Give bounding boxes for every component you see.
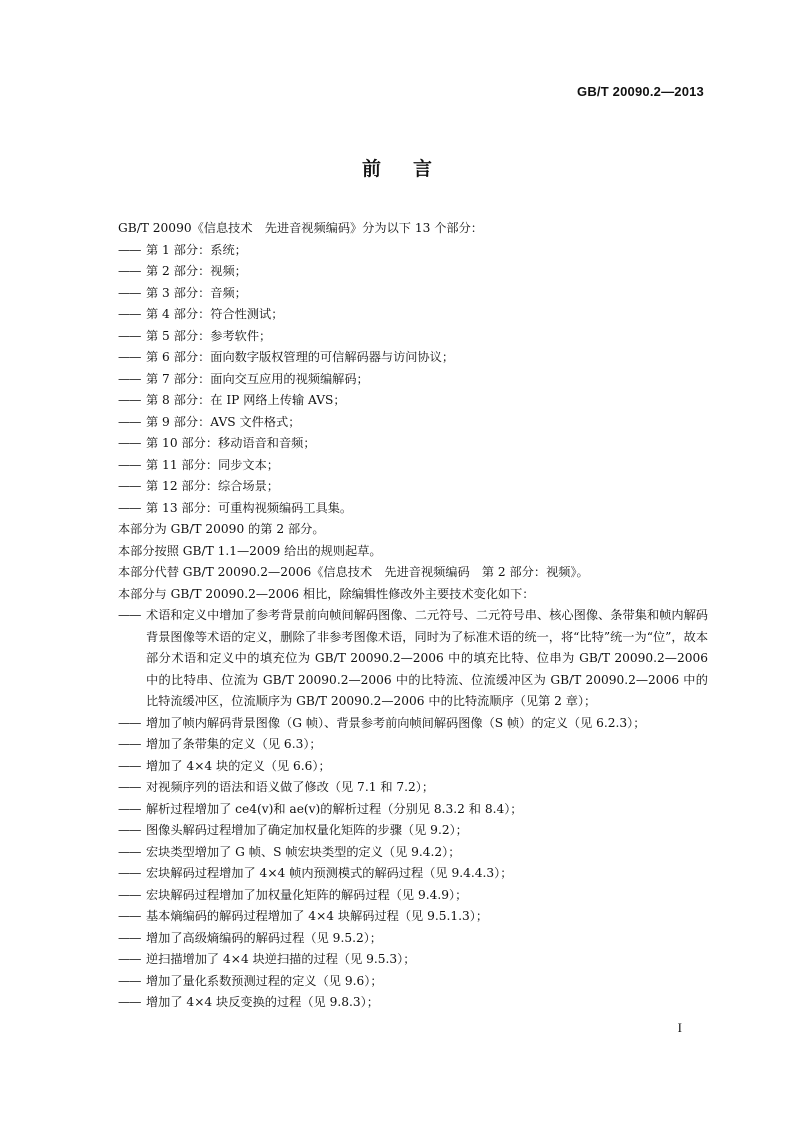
list-dash: ——: [118, 500, 141, 515]
list-item: —— 第 12 部分：综合场景；: [118, 476, 708, 498]
list-dash: ——: [118, 866, 141, 880]
list-dash: ——: [118, 758, 141, 773]
list-dash: ——: [118, 930, 141, 945]
list-dash: ——: [118, 801, 141, 816]
list-item: —— 增加了帧内解码背景图像（G 帧）、背景参考前向帧间解码图像（S 帧）的定义（见 6.2.3）；: [118, 713, 708, 735]
list-item: —— 对视频序列的语法和语义做了修改（见 7.1 和 7.2）；: [118, 777, 708, 799]
list-item: —— 第 2 部分：视频；: [118, 261, 708, 283]
list-item: —— 宏块解码过程增加了加权量化矩阵的解码过程（见 9.4.9）；: [118, 885, 708, 907]
list-dash: ——: [118, 909, 141, 923]
list-dash: ——: [118, 844, 141, 859]
list-item: —— 术语和定义中增加了参考背景前向帧间解码图像、二元符号、二元符号串、核心图像、条带集和帧内解码背景图像等术语的定义，删除了非参考图像术语，同时为了标准术语的统一，将“比特”统一为“位”，故本部分术语和定义中的填充位为 GB/T 20090.2—2006 中的填充比特、位串为 GB/T 20090.2—2006 中的比特串、位流为 GB/T 20090.2—2006 中的比特流、位流缓冲区为 GB/T 20090.2—2006 中的比特流缓冲区，位流顺序为 GB/T 20090.2—2006 中的比特流顺序（见第 2 章）；: [118, 605, 708, 713]
list-item: —— 第 13 部分：可重构视频编码工具集。: [118, 498, 708, 520]
list-dash: ——: [118, 737, 141, 751]
list-dash: ——: [118, 285, 141, 300]
list-dash: ——: [118, 436, 141, 450]
statement-paragraph: 本部分按照 GB/T 1.1—2009 给出的规则起草。: [118, 543, 382, 558]
page-title: 前言: [361, 158, 464, 180]
list-dash: ——: [118, 242, 141, 257]
list-dash: ——: [118, 307, 141, 321]
statement-paragraph: 本部分代替 GB/T 20090.2—2006《信息技术 先进音视频编码 第 2 部分：视频》。: [118, 565, 589, 579]
list-item: —— 第 1 部分：系统；: [118, 240, 708, 262]
list-dash: ——: [118, 995, 141, 1009]
list-item: —— 第 8 部分：在 IP 网络上传输 AVS；: [118, 390, 708, 412]
list-dash: ——: [118, 952, 141, 966]
list-item: —— 第 3 部分：音频；: [118, 283, 708, 305]
list-dash: ——: [118, 715, 141, 730]
list-item: —— 逆扫描增加了 4×4 块逆扫描的过程（见 9.5.3）；: [118, 949, 708, 971]
list-item: —— 增加了 4×4 块反变换的过程（见 9.8.3）；: [118, 992, 708, 1014]
list-item: —— 第 5 部分：参考软件；: [118, 326, 708, 348]
list-item: —— 宏块类型增加了 G 帧、S 帧宏块类型的定义（见 9.4.2）；: [118, 842, 708, 864]
intro-paragraph: GB/T 20090《信息技术 先进音视频编码》分为以下 13 个部分：: [118, 221, 483, 235]
list-item: —— 第 9 部分：AVS 文件格式；: [118, 412, 708, 434]
list-item: —— 第 10 部分：移动语音和音频；: [118, 433, 708, 455]
list-item: —— 图像头解码过程增加了确定加权量化矩阵的步骤（见 9.2）；: [118, 820, 708, 842]
list-dash: ——: [118, 973, 141, 988]
list-dash: ——: [118, 371, 141, 386]
list-dash: ——: [118, 264, 141, 278]
foreword-body: [118, 218, 708, 1014]
list-item: —— 增加了 4×4 块的定义（见 6.6）；: [118, 756, 708, 778]
list-dash: ——: [118, 608, 141, 622]
list-item: —— 增加了高级熵编码的解码过程（见 9.5.2）；: [118, 928, 708, 950]
statement-paragraph: 本部分与 GB/T 20090.2—2006 相比，除编辑性修改外主要技术变化如下：: [118, 586, 535, 601]
list-dash: ——: [118, 823, 141, 837]
list-item: —— 第 6 部分：面向数字版权管理的可信解码器与访问协议；: [118, 347, 708, 369]
list-dash: ——: [118, 328, 141, 343]
changes-list: [118, 605, 708, 1014]
list-item: —— 第 7 部分：面向交互应用的视频编解码；: [118, 369, 708, 391]
list-item: —— 增加了量化系数预测过程的定义（见 9.6）；: [118, 971, 708, 993]
list-item: —— 增加了条带集的定义（见 6.3）；: [118, 734, 708, 756]
standard-id: GB/T 20090.2—2013: [577, 84, 704, 99]
list-item: —— 第 11 部分：同步文本；: [118, 455, 708, 477]
page-number: I: [677, 1020, 682, 1035]
list-dash: ——: [118, 457, 141, 472]
list-item: —— 解析过程增加了 ce4(v)和 ae(v)的解析过程（分别见 8.3.2 和 8.4）；: [118, 799, 708, 821]
list-item: —— 基本熵编码的解码过程增加了 4×4 块解码过程（见 9.5.1.3）；: [118, 906, 708, 928]
list-dash: ——: [118, 350, 141, 364]
list-item: —— 宏块解码过程增加了 4×4 帧内预测模式的解码过程（见 9.4.4.3）；: [118, 863, 708, 885]
list-dash: ——: [118, 393, 141, 407]
list-item: —— 第 4 部分：符合性测试；: [118, 304, 708, 326]
statement-paragraph: 本部分为 GB/T 20090 的第 2 部分。: [118, 522, 325, 536]
list-dash: ——: [118, 887, 141, 902]
list-dash: ——: [118, 479, 141, 493]
list-dash: ——: [118, 414, 141, 429]
list-dash: ——: [118, 780, 141, 794]
parts-list: [118, 240, 708, 520]
